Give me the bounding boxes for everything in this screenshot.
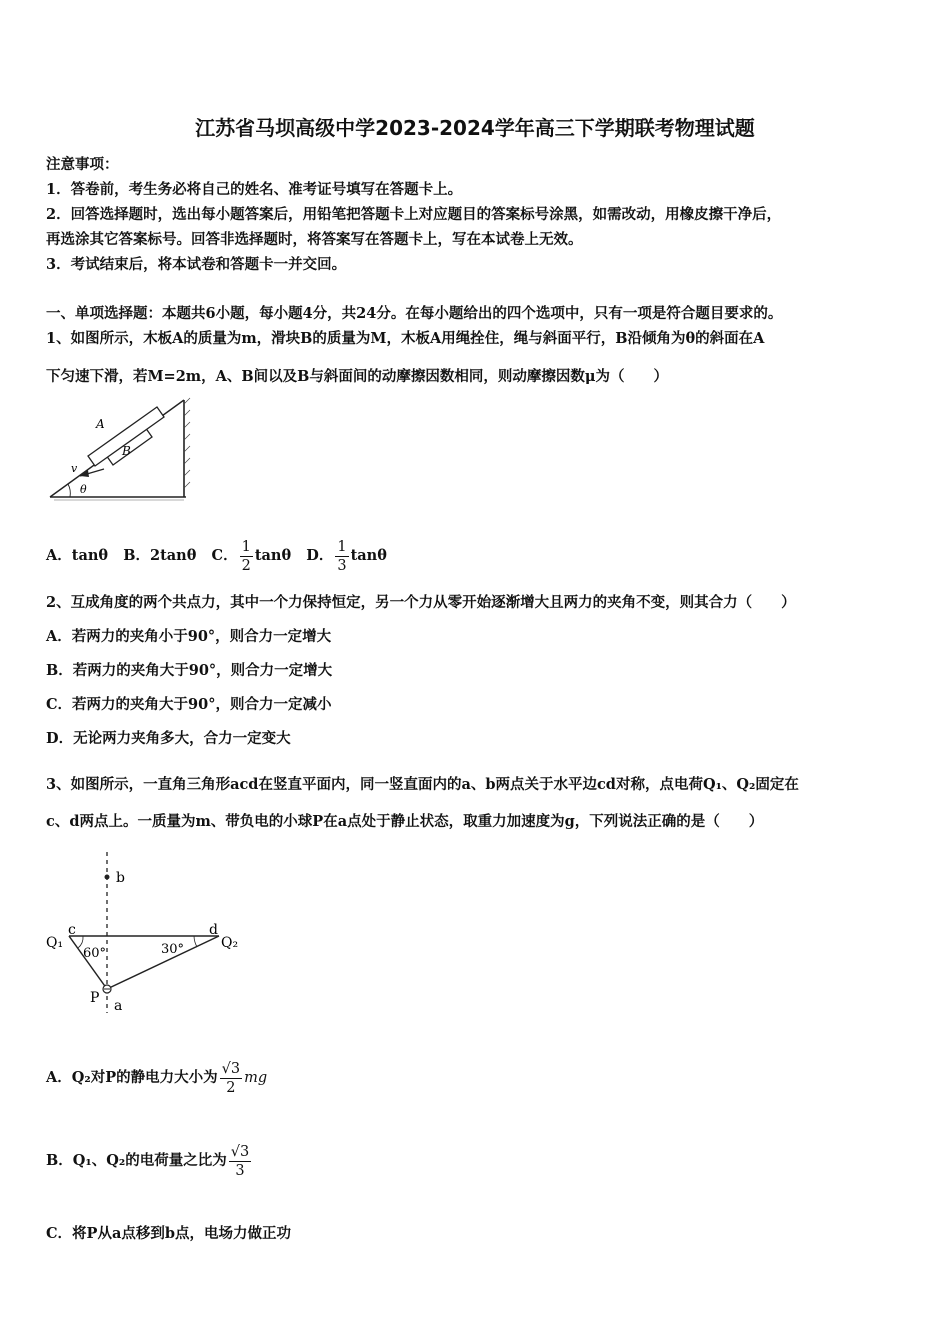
q2-option-a: A．若两力的夹角小于90°，则合力一定增大: [46, 628, 332, 645]
q3-stem-line1: 3、如图所示，一直角三角形acd在竖直平面内，同一竖直面内的a、b两点关于水平边cd对称，点电荷Q₁、Q₂固定在: [46, 776, 799, 793]
q1-incline-figure: [44, 392, 194, 507]
q1-option-a: A．tanθ: [46, 547, 109, 564]
q2-option-d: D．无论两力夹角多大，合力一定变大: [46, 730, 291, 747]
q3-stem-line2: c、d两点上。一质量为m、带负电的小球P在a点处于静止状态，取重力加速度为g，下列说法正确的是（ ）: [46, 813, 764, 830]
fig-label-c: c: [68, 922, 76, 938]
q1-option-c: C．: [211, 547, 238, 564]
q1-stem-line2: 下匀速下滑，若M=2m，A、B间以及B与斜面间的动摩擦因数相同，则动摩擦因数μ为（ ）: [46, 368, 669, 385]
notice-item: 3．考试结束后，将本试卷和答题卡一并交回。: [46, 256, 347, 273]
q1-option-d: D．: [306, 547, 334, 564]
q3-option-b: [46, 1139, 253, 1183]
notice-item: 2．回答选择题时，选出每小题答案后，用铅笔把答题卡上对应题目的答案标号涂黑，如需改动，用橡皮擦干净后，: [46, 206, 782, 223]
tan-theta: tanθ: [254, 547, 292, 564]
q2-option-b: B．若两力的夹角大于90°，则合力一定增大: [46, 662, 333, 679]
fraction-denominator: 2: [226, 1079, 236, 1096]
fig-label-B: B: [122, 444, 131, 458]
fig-label-p: P: [90, 990, 100, 1006]
fig-label-q1: Q₁: [46, 935, 64, 951]
fraction-denominator: 2: [241, 557, 251, 574]
fraction-numerator: √3: [230, 1143, 250, 1160]
fig-label-d: d: [209, 922, 218, 938]
fraction: [335, 538, 348, 575]
q3-option-c: C．将P从a点移到b点，电场力做正功: [46, 1225, 291, 1242]
fig-label-a: a: [114, 998, 123, 1014]
fraction: [229, 1143, 251, 1180]
q2-stem: 2、互成角度的两个共点力，其中一个力保持恒定，另一个力从零开始逐渐增大且两力的夹角不变，则其合力（ ）: [46, 594, 796, 611]
q3-option-a: [46, 1056, 267, 1100]
fig-label-b: b: [116, 870, 125, 886]
fraction-denominator: 3: [337, 557, 347, 574]
fig-label-theta: θ: [80, 483, 87, 496]
page-title: 江苏省马坝高级中学2023-2024学年高三下学期联考物理试题: [195, 116, 755, 140]
fig-label-angle-60: 60°: [83, 946, 107, 961]
fraction-numerator: 1: [337, 538, 347, 555]
q1-stem-line1: 1、如图所示，木板A的质量为m，滑块B的质量为M，木板A用绳拴住，绳与斜面平行，B沿倾角为θ的斜面在A: [46, 330, 765, 347]
q2-option-c: C．若两力的夹角大于90°，则合力一定减小: [46, 696, 332, 713]
notice-item: 再选涂其它答案标号。回答非选择题时，将答案写在答题卡上，写在本试卷上无效。: [46, 231, 583, 248]
notice-item: 1．答卷前，考生务必将自己的姓名、准考证号填写在答题卡上。: [46, 181, 463, 198]
q3-triangle-figure: [44, 848, 254, 1018]
fraction-numerator: 1: [241, 538, 251, 555]
q1-option-b: B．2tanθ: [123, 547, 197, 564]
q3-option-a-mg: mg: [244, 1070, 268, 1086]
tan-theta: tanθ: [350, 547, 387, 564]
q3-option-b-text: B．Q₁、Q₂的电荷量之比为: [46, 1152, 227, 1169]
fig-label-v: v: [71, 462, 78, 475]
fraction: [240, 538, 253, 575]
notice-heading: 注意事项：: [46, 156, 119, 173]
section-heading: 一、单项选择题：本题共6小题，每小题4分，共24分。在每小题给出的四个选项中，只有一项是符合题目要求的。: [46, 305, 783, 322]
fig-label-q2: Q₂: [221, 935, 239, 951]
fig-label-angle-30: 30°: [161, 942, 185, 957]
fraction-numerator: √3: [221, 1060, 241, 1077]
fig-label-A: A: [96, 417, 105, 431]
fraction: [220, 1060, 242, 1097]
q3-option-a-text: A．Q₂对P的静电力大小为: [46, 1069, 218, 1086]
q1-options: [46, 534, 387, 578]
fraction-denominator: 3: [235, 1162, 245, 1179]
